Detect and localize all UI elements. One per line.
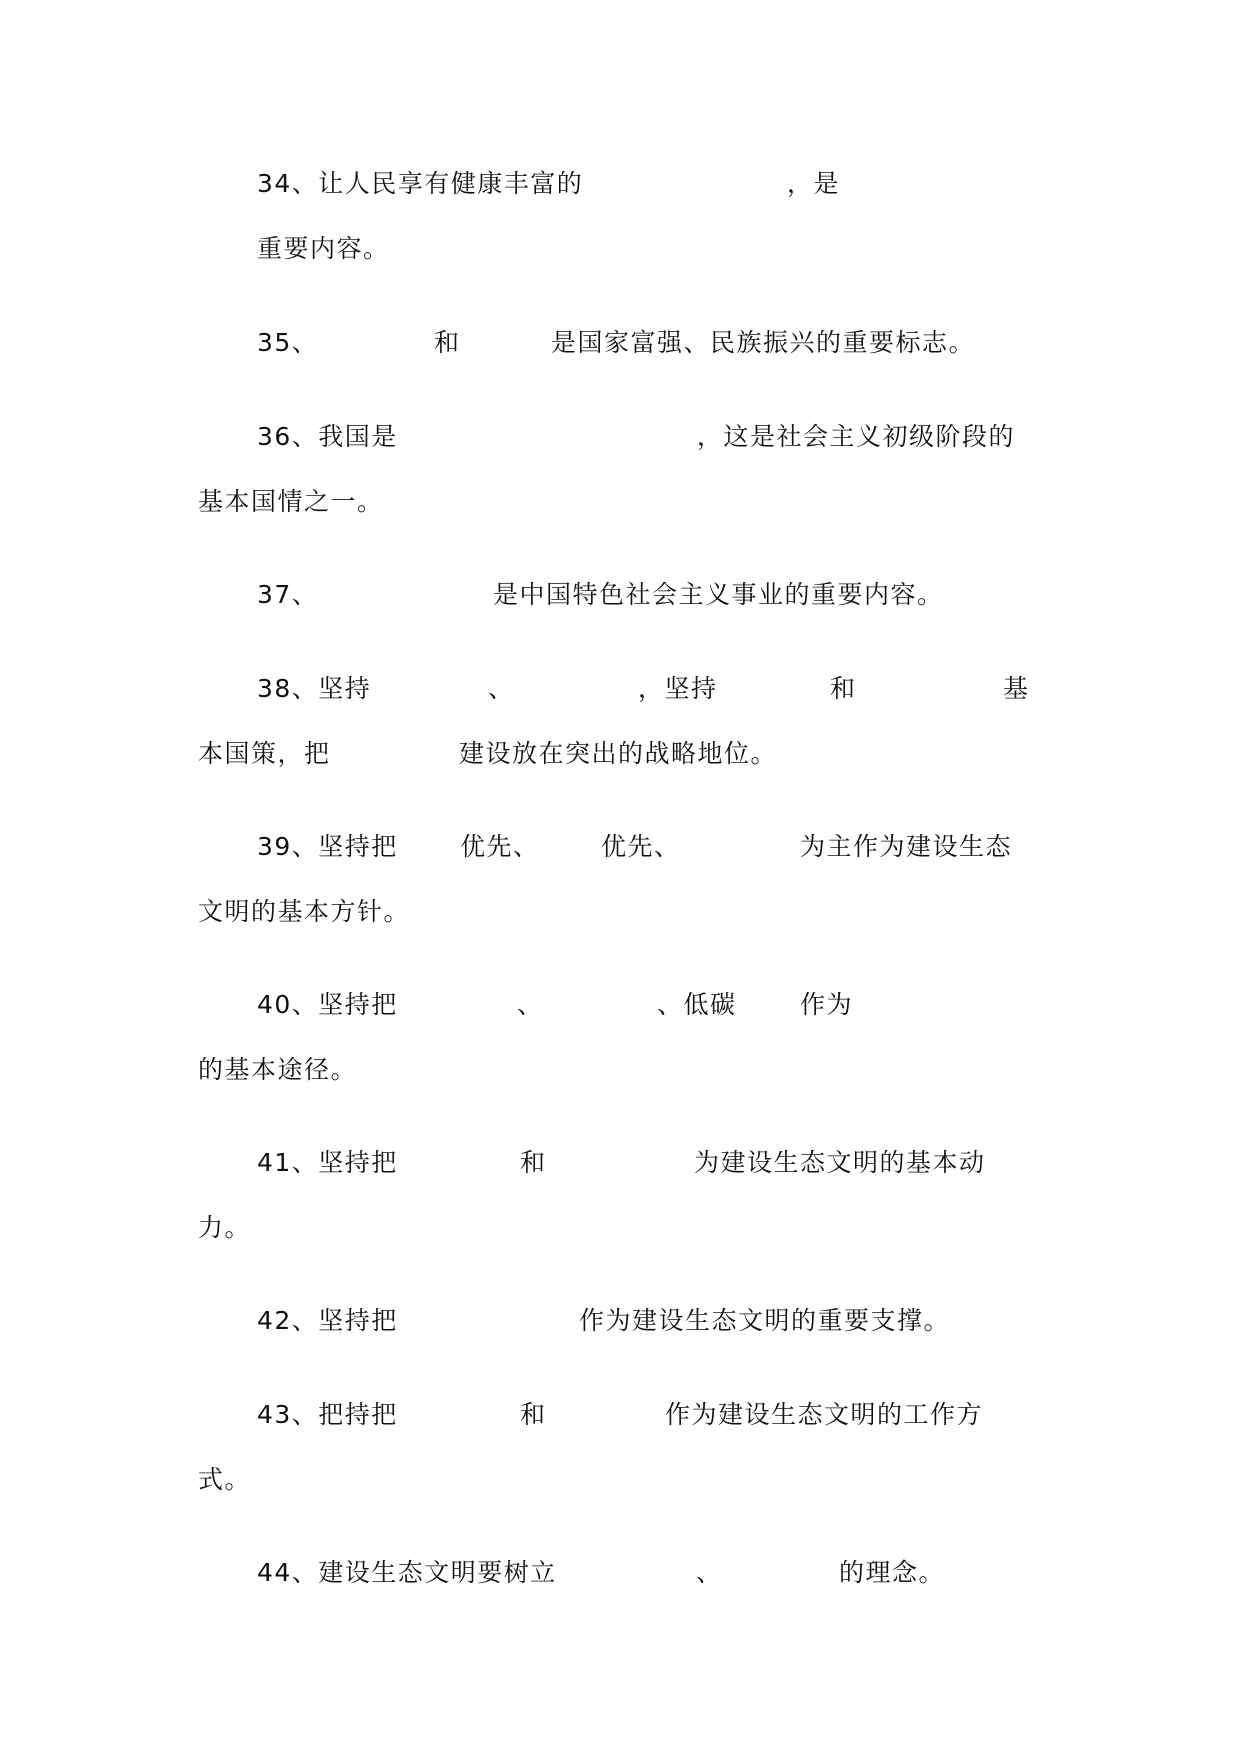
q38-text-1: 38、坚持 [257, 674, 372, 703]
q40-text-4: 作为 [800, 990, 854, 1019]
q39-text-4: 为主作为建设生态 [800, 832, 1013, 861]
q35-text-1: 35、 [257, 328, 319, 357]
q40-text-1: 40、坚持把 [257, 990, 398, 1019]
q35-text-3: 是国家富强、民族振兴的重要标志。 [551, 328, 976, 357]
q38-text-3: ，坚持 [638, 674, 718, 703]
q41-text-4: 力。 [198, 1213, 252, 1242]
q39-text-1: 39、坚持把 [257, 832, 398, 861]
q34-text-3: 重要内容。 [257, 234, 390, 263]
q40-text-3: 、低碳 [657, 990, 737, 1019]
q39-text-3: 优先、 [601, 832, 681, 861]
q43-text-1: 43、把持把 [257, 1400, 398, 1429]
q35-text-2: 和 [434, 328, 461, 357]
q41-text-1: 41、坚持把 [257, 1148, 398, 1177]
q37-text-2: 是中国特色社会主义事业的重要内容。 [493, 580, 944, 609]
q39-text-2: 优先、 [460, 832, 540, 861]
q40-text-5: 的基本途径。 [198, 1055, 358, 1084]
q44-text-2: 、 [696, 1558, 723, 1587]
q37-text-1: 37、 [257, 580, 319, 609]
q39-text-5: 文明的基本方针。 [198, 897, 411, 926]
q38-text-4: 和 [830, 674, 857, 703]
q44-text-1: 44、建设生态文明要树立 [257, 1558, 557, 1587]
q38-text-6: 本国策，把 [198, 739, 331, 768]
q43-text-4: 式。 [198, 1465, 252, 1494]
q42-text-2: 作为建设生态文明的重要支撑。 [579, 1306, 951, 1335]
q43-text-3: 作为建设生态文明的工作方 [665, 1400, 984, 1429]
q38-text-5: 基 [1003, 674, 1030, 703]
q42-text-1: 42、坚持把 [257, 1306, 398, 1335]
q36-text-3: 基本国情之一。 [198, 487, 384, 516]
q36-text-1: 36、我国是 [257, 422, 398, 451]
q44-text-3: 的理念。 [839, 1558, 946, 1587]
q36-text-2: ，这是社会主义初级阶段的 [697, 422, 1016, 451]
q41-text-2: 和 [520, 1148, 547, 1177]
q34-text-2: ，是 [787, 169, 841, 198]
q40-text-2: 、 [517, 990, 544, 1019]
q43-text-2: 和 [520, 1400, 547, 1429]
q38-text-2: 、 [488, 674, 515, 703]
q34-text-1: 34、让人民享有健康丰富的 [257, 169, 584, 198]
q38-text-7: 建设放在突出的战略地位。 [459, 739, 778, 768]
q41-text-3: 为建设生态文明的基本动 [694, 1148, 986, 1177]
